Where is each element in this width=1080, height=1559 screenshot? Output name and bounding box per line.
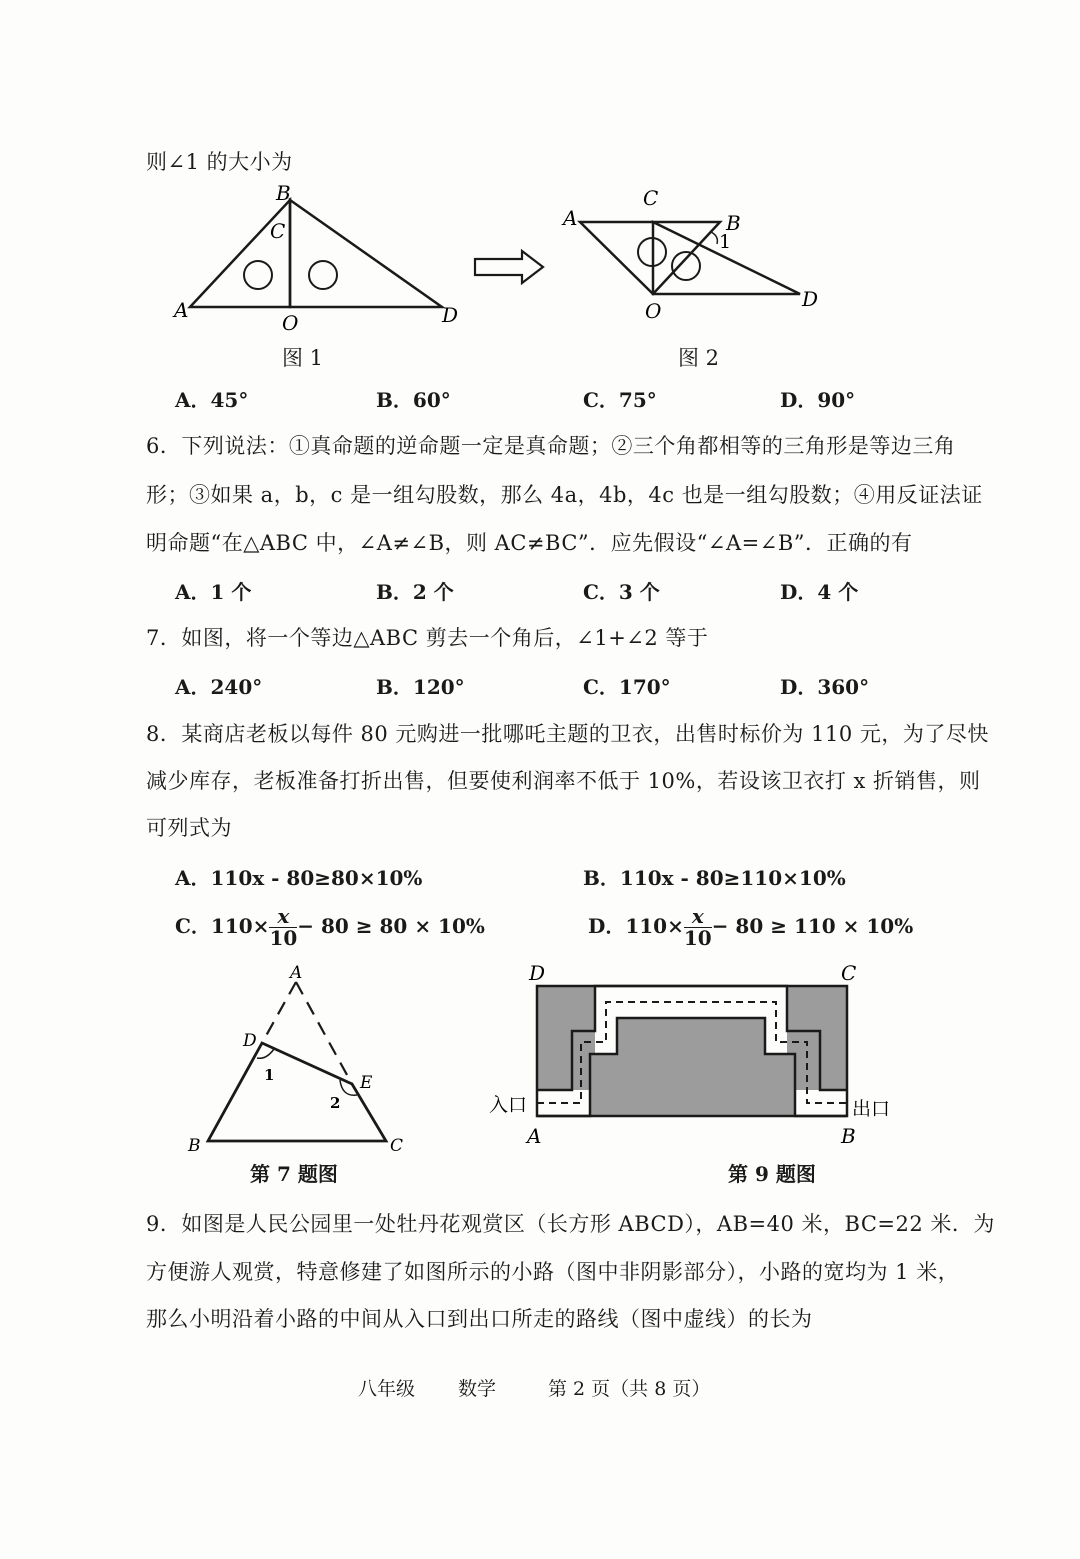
fig1-label-c: C <box>270 219 286 243</box>
fig7-label-two: 2 <box>330 1094 341 1112</box>
footer-grade: 八年级 <box>358 1378 416 1400</box>
q8-option-d-prefix: D．110× <box>588 914 684 938</box>
q5-option-c[interactable]: C．75° <box>583 388 657 412</box>
q6-line-1: 6．下列说法：①真命题的逆命题一定是真命题；②三个角都相等的三角形是等边三角 <box>146 434 956 458</box>
q7-stem: 7．如图，将一个等边△ABC 剪去一个角后，∠1+∠2 等于 <box>146 626 709 650</box>
q8-option-b[interactable]: B．110x - 80≥110×10% <box>583 866 846 890</box>
footer-page: 第 2 页（共 8 页） <box>548 1378 711 1400</box>
figure-9 <box>485 958 905 1153</box>
fig1-right-circle <box>309 261 337 289</box>
fig7-dashed-ad <box>262 982 296 1043</box>
fig9-label-a: A <box>527 1124 542 1148</box>
fig1-label-o: O <box>282 311 299 335</box>
q8-line-3: 可列式为 <box>146 816 232 840</box>
fraction-numerator: x <box>684 906 712 928</box>
q6-line-3: 明命题“在△ABC 中，∠A≠∠B，则 AC≠BC”．应先假设“∠A=∠B”．正确的有 <box>146 531 913 555</box>
q7-option-a[interactable]: A．240° <box>175 675 263 699</box>
figure-1 <box>170 180 470 340</box>
q5-option-d[interactable]: D．90° <box>780 388 856 412</box>
fig7-label-one: 1 <box>264 1066 275 1084</box>
fig1-caption: 图 1 <box>282 346 324 370</box>
figure-2 <box>555 180 830 330</box>
fig2-label-a: A <box>563 206 578 230</box>
q9-line-3: 那么小明沿着小路的中间从入口到出口所走的路线（图中虚线）的长为 <box>146 1307 813 1331</box>
fig2-label-d: D <box>802 287 819 311</box>
q7-option-d[interactable]: D．360° <box>780 675 870 699</box>
fig2-label-c: C <box>643 186 659 210</box>
fig7-label-a: A <box>290 963 303 983</box>
fig2-angle-arc <box>711 232 717 244</box>
fig7-angle-1-arc <box>257 1049 274 1058</box>
fig1-left-circle <box>244 261 272 289</box>
q5-option-b[interactable]: B．60° <box>376 388 451 412</box>
fig9-shaded-left <box>537 986 595 1090</box>
q6-option-b[interactable]: B．2 个 <box>376 580 454 604</box>
q8-option-d[interactable] <box>588 906 913 949</box>
fig9-caption: 第 9 题图 <box>728 1162 816 1186</box>
fraction-numerator: x <box>269 906 297 928</box>
footer-subject: 数学 <box>458 1378 497 1400</box>
q5-tail-text: 则∠1 的大小为 <box>146 150 293 174</box>
arrow-icon <box>470 248 550 288</box>
q5-option-a[interactable]: A．45° <box>175 388 249 412</box>
q8-option-d-fraction <box>684 906 712 949</box>
q6-option-a[interactable]: A．1 个 <box>175 580 252 604</box>
fig2-label-b: B <box>726 211 741 235</box>
fig9-label-b: B <box>841 1124 856 1148</box>
q8-option-c-prefix: C．110× <box>175 914 270 938</box>
fig1-label-b: B <box>276 181 291 205</box>
fig1-right-triangle <box>290 200 442 307</box>
fig2-label-o: O <box>645 299 662 323</box>
fig7-dashed-ae <box>296 982 352 1084</box>
fig9-label-d: D <box>529 961 546 985</box>
q8-option-c[interactable] <box>175 906 485 949</box>
q8-option-a[interactable]: A．110x - 80≥80×10% <box>175 866 423 890</box>
fig1-label-d: D <box>442 303 459 327</box>
fig9-label-c: C <box>841 961 857 985</box>
q8-line-2: 减少库存，老板准备打折出售，但要使利润率不低于 10%，若设该卫衣打 x 折销售，则 <box>146 769 981 793</box>
q7-option-c[interactable]: C．170° <box>583 675 671 699</box>
q8-line-1: 8．某商店老板以每件 80 元购进一批哪吒主题的卫衣，出售时标价为 110 元，为了尽快 <box>146 722 989 746</box>
fig7-label-d: D <box>243 1031 257 1051</box>
q7-option-b[interactable]: B．120° <box>376 675 465 699</box>
q6-option-c[interactable]: C．3 个 <box>583 580 660 604</box>
fig7-label-e: E <box>360 1073 373 1093</box>
fig2-triangle-aco <box>580 222 720 294</box>
q6-line-2: 形；③如果 a，b，c 是一组勾股数，那么 4a，4b，4c 也是一组勾股数；④用反证法证 <box>146 483 983 507</box>
q9-line-1: 9．如图是人民公园里一处牡丹花观赏区（长方形 ABCD），AB=40 米，BC=22 米．为 <box>146 1212 995 1236</box>
fig2-caption: 图 2 <box>678 346 720 370</box>
fig1-label-a: A <box>174 298 189 322</box>
q8-option-c-fraction <box>269 906 297 949</box>
q6-option-d[interactable]: D．4 个 <box>780 580 859 604</box>
fig7-label-b: B <box>188 1136 201 1156</box>
fig2-label-angle1: 1 <box>719 231 732 253</box>
fig7-caption: 第 7 题图 <box>250 1162 338 1186</box>
fraction-denominator: 10 <box>683 926 712 950</box>
fig7-label-c: C <box>390 1136 404 1156</box>
fig1-left-triangle <box>190 200 290 307</box>
fig9-label-exit: 出口 <box>852 1098 891 1120</box>
fig2-circle-2 <box>672 252 700 280</box>
q8-option-d-suffix: − 80 ≥ 110 × 10% <box>711 914 914 938</box>
figure-7 <box>180 960 420 1160</box>
fraction-denominator: 10 <box>269 926 298 950</box>
fig9-label-entrance: 入口 <box>489 1094 528 1116</box>
q9-line-2: 方便游人观赏，特意修建了如图所示的小路（图中非阴影部分），小路的宽均为 1 米， <box>146 1260 960 1284</box>
q8-option-c-suffix: − 80 ≥ 80 × 10% <box>297 914 485 938</box>
